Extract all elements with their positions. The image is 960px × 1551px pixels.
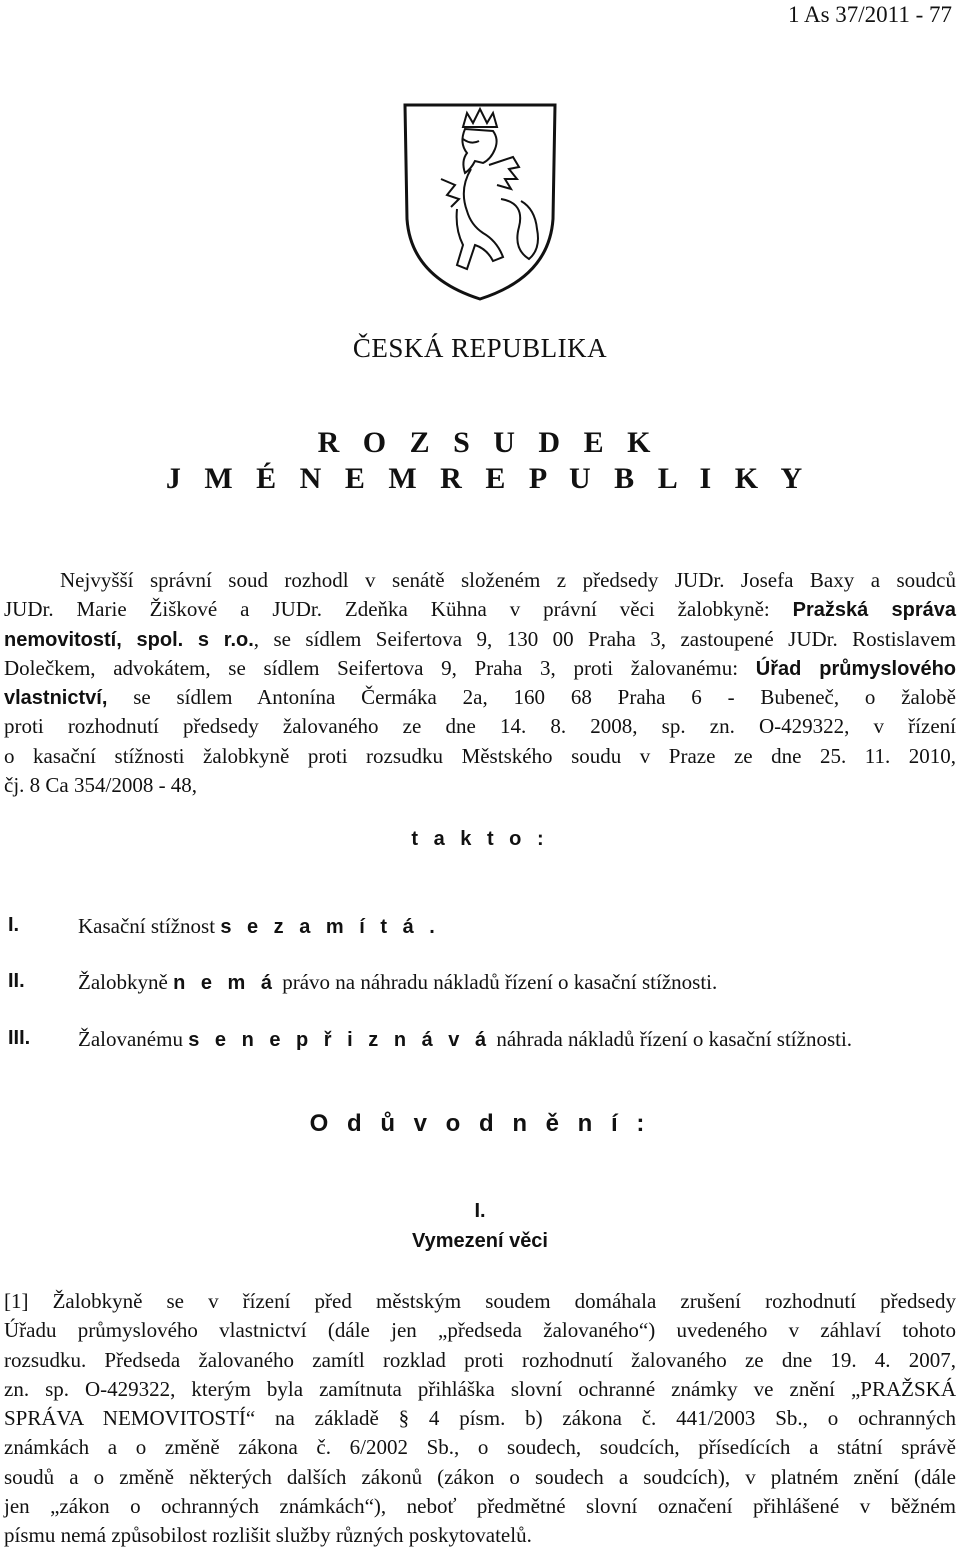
body-line: Úřadu průmyslového vlastnictví (dále jen „předseda žalovaného“) uvedeného v záhlaví tohoto bbox=[4, 1318, 956, 1343]
body-line: jen „zákon o ochranných známkách“), neboť předmětné slovní označení přihlášené v běžném bbox=[4, 1494, 956, 1519]
section-title: Vymezení věci bbox=[411, 1230, 548, 1252]
judgment-title: R O Z S U D E K bbox=[317, 426, 659, 459]
coat-of-arms-emblem bbox=[401, 99, 559, 302]
takto-heading: t a k t o : bbox=[411, 828, 549, 850]
defendant-name-cont: vlastnictví, bbox=[4, 687, 108, 710]
verdict-text: Kasační stížnost s e z a m í t á . bbox=[78, 914, 440, 938]
body-line: soudů a o změně některých dalších zákonů (zákon o soudech a soudcích), v platném znění (dále bbox=[4, 1464, 956, 1489]
intro-line: JUDr. Marie Žiškové a JUDr. Zdeňka Kühna v právní věci žalobkyně: Pražská správa bbox=[4, 597, 956, 622]
reasoning-heading: O d ů v o d n ě n í : bbox=[309, 1110, 651, 1137]
body-line: zn. sp. O-429322, kterým byla zamítnuta přihláška slovní ochranné známky ve znění „PRAŽSKÁ bbox=[4, 1376, 956, 1401]
country-name: ČESKÁ REPUBLIKA bbox=[352, 333, 608, 363]
case-number: 1 As 37/2011 - 77 bbox=[788, 2, 952, 27]
verdict-number: I. bbox=[8, 914, 20, 936]
body-line: SPRÁVA NEMOVITOSTÍ“ na základě § 4 písm. b) zákona č. 441/2003 Sb., o ochranných bbox=[4, 1406, 956, 1431]
verdict-text: Žalobkyně n e m á právo na náhradu nákladů řízení o kasační stížnosti. bbox=[78, 970, 718, 994]
intro-line: proti rozhodnutí předsedy žalovaného ze dne 14. 8. 2008, sp. zn. O-429322, v řízení bbox=[4, 714, 956, 739]
intro-line: Dolečkem, advokátem, se sídlem Seifertova 9, Praha 3, proti žalovanému: Úřad průmyslového bbox=[4, 655, 956, 680]
body-paragraph bbox=[4, 1287, 956, 1551]
plaintiff-name: Pražská správa bbox=[792, 599, 956, 622]
intro-line: nemovitostí, spol. s r.o., se sídlem Seifertova 9, 130 00 Praha 3, zastoupené JUDr. Rostislavem bbox=[4, 626, 957, 651]
section-number: I. bbox=[474, 1200, 486, 1222]
body-line: rozsudku. Předseda žalovaného zamítl rozklad proti rozhodnutí žalovaného ze dne 19. 4. 2007, bbox=[4, 1347, 956, 1372]
intro-paragraph bbox=[4, 566, 956, 800]
judgment-subtitle: J M É N E M R E P U B L I K Y bbox=[165, 462, 811, 495]
intro-line: čj. 8 Ca 354/2008 - 48, bbox=[4, 773, 198, 798]
verdict-text: Žalovanému s e n e p ř i z n á v á náhrada nákladů řízení o kasační stížnosti. bbox=[78, 1027, 853, 1051]
verdict-number: II. bbox=[8, 970, 25, 992]
body-line: písmu nemá způsobilost rozlišit služby různých poskytovatelů. bbox=[4, 1523, 532, 1548]
intro-line: vlastnictví, se sídlem Antonína Čermáka 2a, 160 68 Praha 6 - Bubeneč, o žalobě bbox=[4, 685, 956, 710]
intro-line: o kasační stížnosti žalobkyně proti rozsudku Městského soudu v Praze ze dne 25. 11. 2010, bbox=[4, 743, 956, 768]
intro-line: Nejvyšší správní soud rozhodl v senátě složeném z předsedy JUDr. Josefa Baxy a soudců bbox=[60, 568, 956, 592]
verdict-number: III. bbox=[8, 1027, 31, 1049]
body-line: [1] Žalobkyně se v řízení před městským soudem domáhala zrušení rozhodnutí předsedy bbox=[4, 1289, 956, 1313]
body-line: známkách a o změně zákona č. 6/2002 Sb., o soudech, soudcích, přísedících a státní správě bbox=[4, 1435, 956, 1460]
defendant-name: Úřad průmyslového bbox=[755, 657, 956, 680]
plaintiff-name-cont: nemovitostí, spol. s r.o. bbox=[4, 628, 254, 651]
